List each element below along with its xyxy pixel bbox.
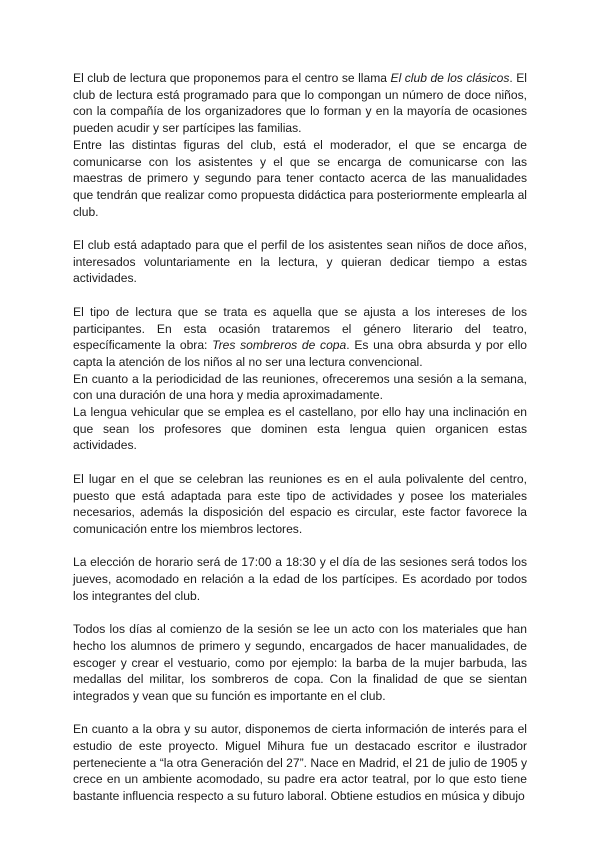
paragraph-reading-type: El tipo de lectura que se trata es aquella que se ajusta a los intereses de los participantes. En esta ocasión trataremos el género literario del teatro, específicamente la obra: Tres sombreros de copa. Es una obra absurda y por ello capta la atención de los niños al no ser una lectura convencional. <box>73 304 527 369</box>
paragraph-schedule: La elección de horario será de 17:00 a 18:30 y el día de las sesiones será todos los jueves, acomodado en relación a la edad de los partícipes. Es acordado por todos los integrantes del club. <box>73 555 527 603</box>
paragraph-spacer <box>73 705 527 722</box>
club-name-italic: El club de los clásicos <box>390 71 510 85</box>
paragraph-language: La lengua vehicular que se emplea es el castellano, por ello hay una inclinación en que sean los profesores que dominen esta lengua quien organicen estas actividades. <box>73 405 527 453</box>
paragraph-spacer <box>73 220 527 237</box>
paragraph-club-roles: Entre las distintas figuras del club, está el moderador, el que se encarga de comunicarse con los asistentes y el que se encarga de comunicarse con las maestras de primero y segundo para tener contacto acerca de las manualidades que tendrán que realizar como propuesta didáctica para posteriormente emplearla al club. <box>73 137 527 219</box>
paragraph-spacer <box>73 538 527 555</box>
paragraph-session-start: Todos los días al comienzo de la sesión se lee un acto con los materiales que han hecho los alumnos de primero y segundo, encargados de hacer manualidades, de escoger y crear el vestuario, como por ejemplo: la barba de la mujer barbuda, las medallas del militar, los sombreros de copa. Con la finalidad de que se sientan integrados y vean que su función es importante en el club. <box>73 622 527 703</box>
paragraph-spacer <box>73 604 527 621</box>
paragraph-club-intro: El club de lectura que proponemos para el centro se llama El club de los clásicos. El club de lectura está programado para que lo compongan un número de doce niños, con la compañía de los organizadores que lo forman y en la mayoría de ocasiones pueden acudir y ser partícipes las familias. <box>73 71 527 136</box>
paragraph-spacer <box>73 287 527 304</box>
play-title-italic: Tres sombreros de copa <box>212 338 347 353</box>
paragraph-periodicity: En cuanto a la periodicidad de las reuniones, ofreceremos una sesión a la semana, con una duración de una hora y media aproximadamente. <box>73 371 527 403</box>
paragraph-spacer <box>73 454 527 471</box>
paragraph-meeting-place: El lugar en el que se celebran las reuniones es en el aula polivalente del centro, puesto que está adaptada para este tipo de actividades y posee los materiales necesarios, además la disposición del espacio es circular, este factor favorece la comunicación entre los miembros lectores. <box>73 471 527 536</box>
paragraph-participant-profile: El club está adaptado para que el perfil de los asistentes sean niños de doce años, interesados voluntariamente en la lectura, y quieran dedicar tiempo a estas actividades. <box>73 238 527 286</box>
paragraph-author-info: En cuanto a la obra y su autor, disponemos de cierta información de interés para el estudio de este proyecto. Miguel Mihura fue un destacado escritor e ilustrador perteneciente a “la otra Generación del 27”. Nace en Madrid, el 21 de julio de 1905 y crece en un ambiente acomodado, su padre era actor teatral, por lo que esto tiene bastante influencia respecto a su futuro laboral. Obtiene estudios en música y dibujo <box>73 722 527 804</box>
